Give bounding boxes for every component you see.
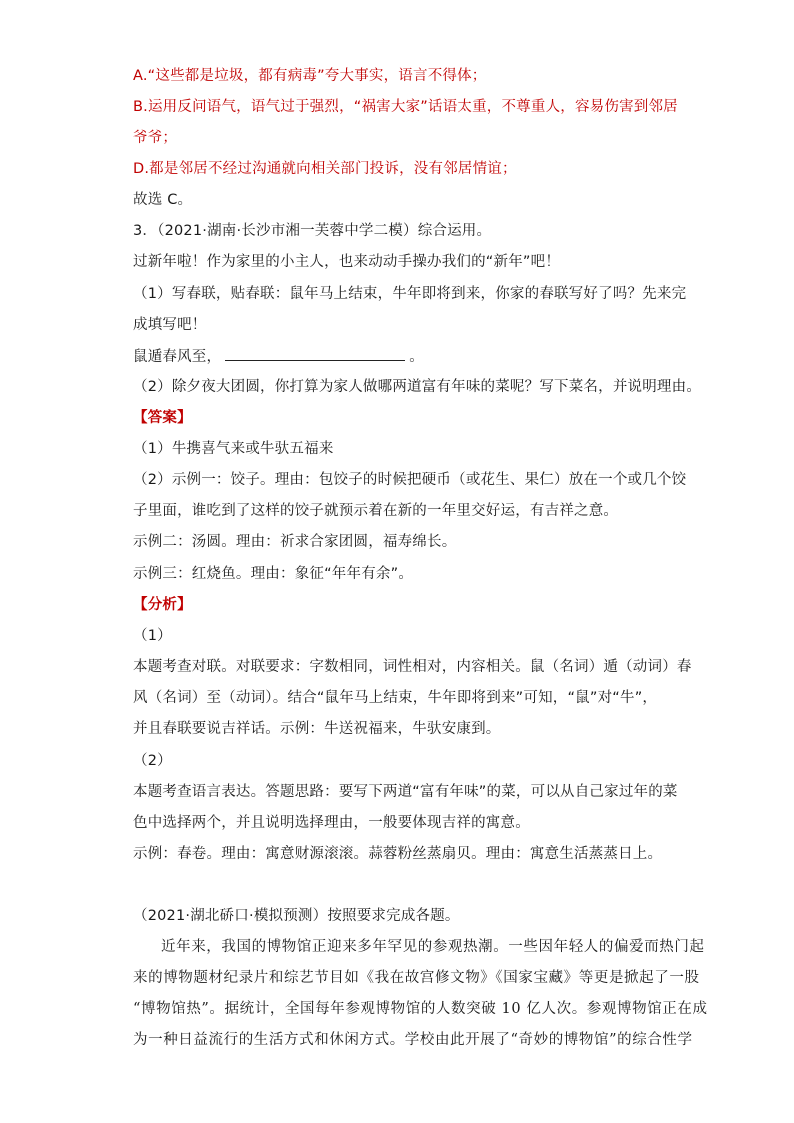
option-b-analysis (133, 97, 678, 117)
question-3-part1-line2: 成填写吧！ (133, 317, 207, 333)
passage-line-2: 来的博物题材纪录片和综艺节目如《我在故宫修文物》《国家宝藏》等更是掀起了一股 (133, 970, 700, 986)
analysis-part1-line2: 风（名词）至（动词）。结合“鼠年马上结束，牛年即将到来”可知，“鼠”对“牛”， (133, 690, 658, 706)
question-3-header: 3．（2021·湖南·长沙市湘一芙蓉中学二模）综合运用。 (133, 223, 492, 239)
question-3-intro: 过新年啦！作为家里的小主人，也来动动手操办我们的“新年”吧！ (133, 254, 561, 270)
couplet-period: 。 (409, 349, 424, 365)
passage-line-4: 为一种日益流行的生活方式和休闲方式。学校由此开展了“奇妙的博物馆”的综合性学 (133, 1032, 693, 1048)
answer-example-3: 示例三：红烧鱼。理由：象征“年年有余”。 (133, 566, 414, 582)
analysis-part2-line2: 色中选择两个，并且说明选择理由，一般要体现吉祥的寓意。 (133, 815, 530, 831)
option-letter-b: B (133, 99, 144, 115)
option-b-text-1: .运用反问语气，语气过于强烈，“祸害大家”话语太重，不尊重人，容易伤害到邻居 (143, 99, 678, 115)
conclusion: 故选 C。 (133, 192, 193, 208)
answer-1: （1）牛携喜气来或牛驮五福来 (133, 441, 334, 457)
option-a-analysis (133, 66, 487, 86)
answer-blank[interactable] (225, 346, 405, 361)
analysis-part1-number: （1） (133, 628, 172, 644)
analysis-part1-line3: 并且春联要说吉祥话。示例：牛送祝福来，牛驮安康到。 (133, 721, 501, 737)
passage-line-3: “博物馆热”。据统计，全国每年参观博物馆的人数突破 10 亿人次。参观博物馆正在成 (133, 1001, 708, 1017)
couplet-first-half: 鼠遁春风至， (133, 349, 222, 365)
analysis-part1-line1: 本题考查对联。对联要求：字数相同，词性相对，内容相关。鼠（名词）遁（动词）春 (133, 659, 692, 675)
question-3-part2: （2）除夕夜大团圆，你打算为家人做哪两道富有年味的菜呢？写下菜名，并说明理由。 (133, 379, 702, 395)
option-d-analysis (133, 159, 517, 179)
option-d-text: .都是邻居不经过沟通就向相关部门投诉，没有邻居情谊； (144, 161, 517, 177)
answer-label: 【答案】 (133, 410, 192, 426)
couplet-fill-line (133, 346, 424, 367)
analysis-part2-line1: 本题考查语言表达。答题思路：要写下两道“富有年味”的菜，可以从自己家过年的菜 (133, 784, 678, 800)
answer-2-line2: 子里面，谁吃到了这样的饺子就预示着在新的一年里交好运，有吉祥之意。 (133, 503, 619, 519)
analysis-label: 【分析】 (133, 597, 192, 613)
next-question-header: （2021·湖北硚口·模拟预测）按照要求完成各题。 (133, 908, 460, 924)
answer-example-2: 示例二：汤圆。理由：祈求合家团圆，福寿绵长。 (133, 534, 457, 550)
option-letter-a: A (133, 68, 143, 84)
answer-2-line1: （2）示例一：饺子。理由：包饺子的时候把硬币（或花生、果仁）放在一个或几个饺 (133, 472, 687, 488)
option-b-text-2: 爷爷； (133, 130, 178, 146)
question-3-part1-line1: （1）写春联，贴春联：鼠年马上结束，牛年即将到来，你家的春联写好了吗？先来完 (133, 286, 687, 302)
passage-line-1: 近年来，我国的博物馆正迎来多年罕见的参观热潮。一些因年轻人的偏爱而热门起 (161, 939, 705, 955)
analysis-part2-number: （2） (133, 753, 172, 769)
option-a-text: .“这些都是垃圾，都有病毒”夸大事实，语言不得体； (142, 68, 487, 84)
option-letter-d: D (133, 161, 145, 177)
analysis-part2-line3: 示例：春卷。理由：寓意财源滚滚。蒜蓉粉丝蒸扇贝。理由：寓意生活蒸蒸日上。 (133, 846, 663, 862)
